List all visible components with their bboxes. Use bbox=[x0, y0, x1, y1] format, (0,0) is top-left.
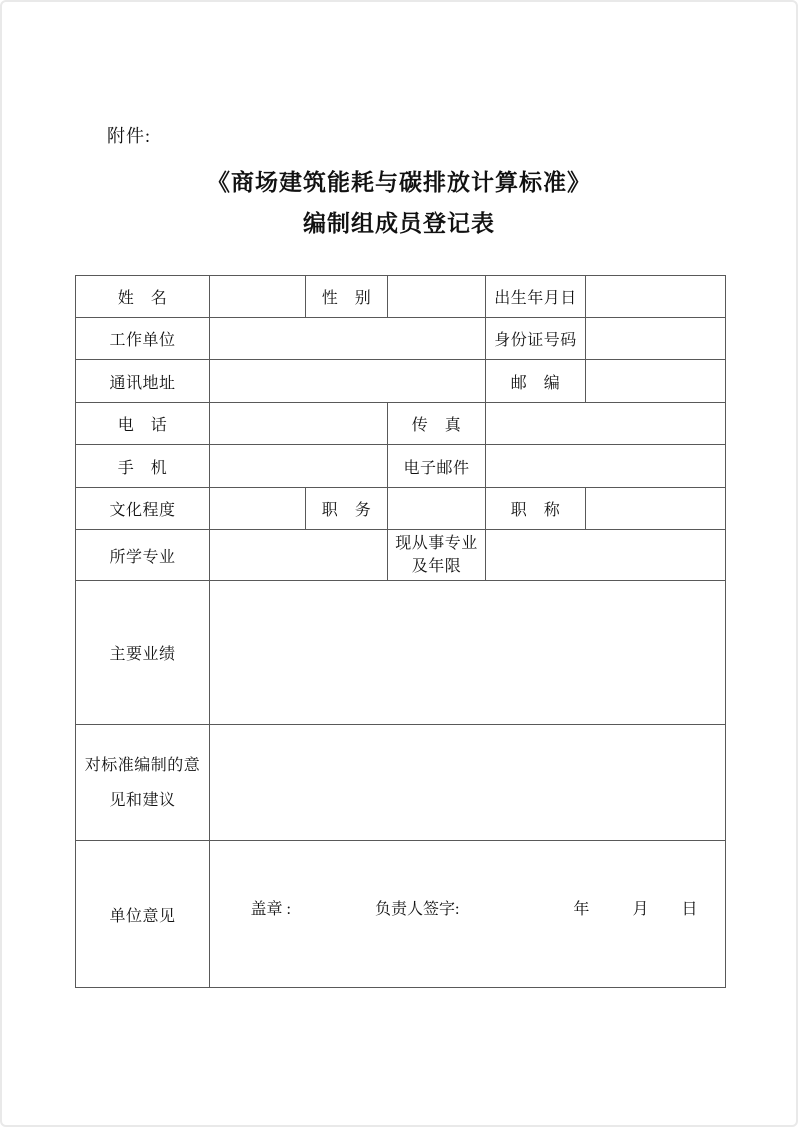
row-phone-fax bbox=[76, 403, 726, 445]
row-opinions bbox=[76, 725, 726, 841]
education-label: 文化程度 bbox=[76, 488, 210, 530]
id-number-value-cell bbox=[586, 318, 726, 360]
row-education-position-title bbox=[76, 488, 726, 530]
email-value-cell bbox=[486, 445, 726, 488]
row-name-gender-birthdate bbox=[76, 276, 726, 318]
opinions-label: 对标准编制的意见和建议 bbox=[76, 725, 210, 841]
stamp-signature-date-line bbox=[216, 896, 719, 932]
postcode-value-cell bbox=[586, 360, 726, 403]
position-label: 职 务 bbox=[306, 488, 388, 530]
email-label: 电子邮件 bbox=[388, 445, 486, 488]
row-workunit-idnumber bbox=[76, 318, 726, 360]
gender-value-cell bbox=[388, 276, 486, 318]
birthdate-label: 出生年月日 bbox=[486, 276, 586, 318]
phone-value-cell bbox=[210, 403, 388, 445]
month-label: 月 bbox=[632, 901, 649, 918]
signer-label: 负责人签字: bbox=[374, 901, 460, 918]
birthdate-value-cell bbox=[586, 276, 726, 318]
major-label: 所学专业 bbox=[76, 530, 210, 581]
row-major-currentmajor bbox=[76, 530, 726, 581]
position-value-cell bbox=[388, 488, 486, 530]
achievements-label: 主要业绩 bbox=[76, 581, 210, 725]
phone-label: 电 话 bbox=[76, 403, 210, 445]
achievements-value-cell bbox=[210, 581, 726, 725]
registration-form-table bbox=[75, 275, 726, 988]
professional-title-label: 职 称 bbox=[486, 488, 586, 530]
document-title: 《商场建筑能耗与碳排放计算标准》 bbox=[207, 170, 591, 195]
day-label: 日 bbox=[681, 901, 698, 918]
document-subtitle: 编制组成员登记表 bbox=[303, 211, 495, 236]
year-label: 年 bbox=[573, 901, 590, 918]
id-number-label: 身份证号码 bbox=[486, 318, 586, 360]
mobile-label: 手 机 bbox=[76, 445, 210, 488]
education-value-cell bbox=[210, 488, 306, 530]
work-unit-value-cell bbox=[210, 318, 486, 360]
name-value-cell bbox=[210, 276, 306, 318]
current-major-years-label: 现从事专业及年限 bbox=[388, 530, 486, 581]
row-mobile-email bbox=[76, 445, 726, 488]
attachment-label: 附件: bbox=[107, 126, 152, 146]
fax-label: 传 真 bbox=[388, 403, 486, 445]
row-achievements bbox=[76, 581, 726, 725]
mobile-value-cell bbox=[210, 445, 388, 488]
row-unit-opinion bbox=[76, 841, 726, 988]
name-label: 姓 名 bbox=[76, 276, 210, 318]
postcode-label: 邮 编 bbox=[486, 360, 586, 403]
address-label: 通讯地址 bbox=[76, 360, 210, 403]
professional-title-value-cell bbox=[586, 488, 726, 530]
address-value-cell bbox=[210, 360, 486, 403]
major-value-cell bbox=[210, 530, 388, 581]
gender-label: 性 别 bbox=[306, 276, 388, 318]
unit-opinion-label: 单位意见 bbox=[76, 841, 210, 988]
work-unit-label: 工作单位 bbox=[76, 318, 210, 360]
fax-value-cell bbox=[486, 403, 726, 445]
stamp-label: 盖章 : bbox=[250, 901, 291, 918]
opinions-value-cell bbox=[210, 725, 726, 841]
current-major-years-value-cell bbox=[486, 530, 726, 581]
unit-opinion-value-cell bbox=[210, 841, 726, 988]
row-address-postcode bbox=[76, 360, 726, 403]
